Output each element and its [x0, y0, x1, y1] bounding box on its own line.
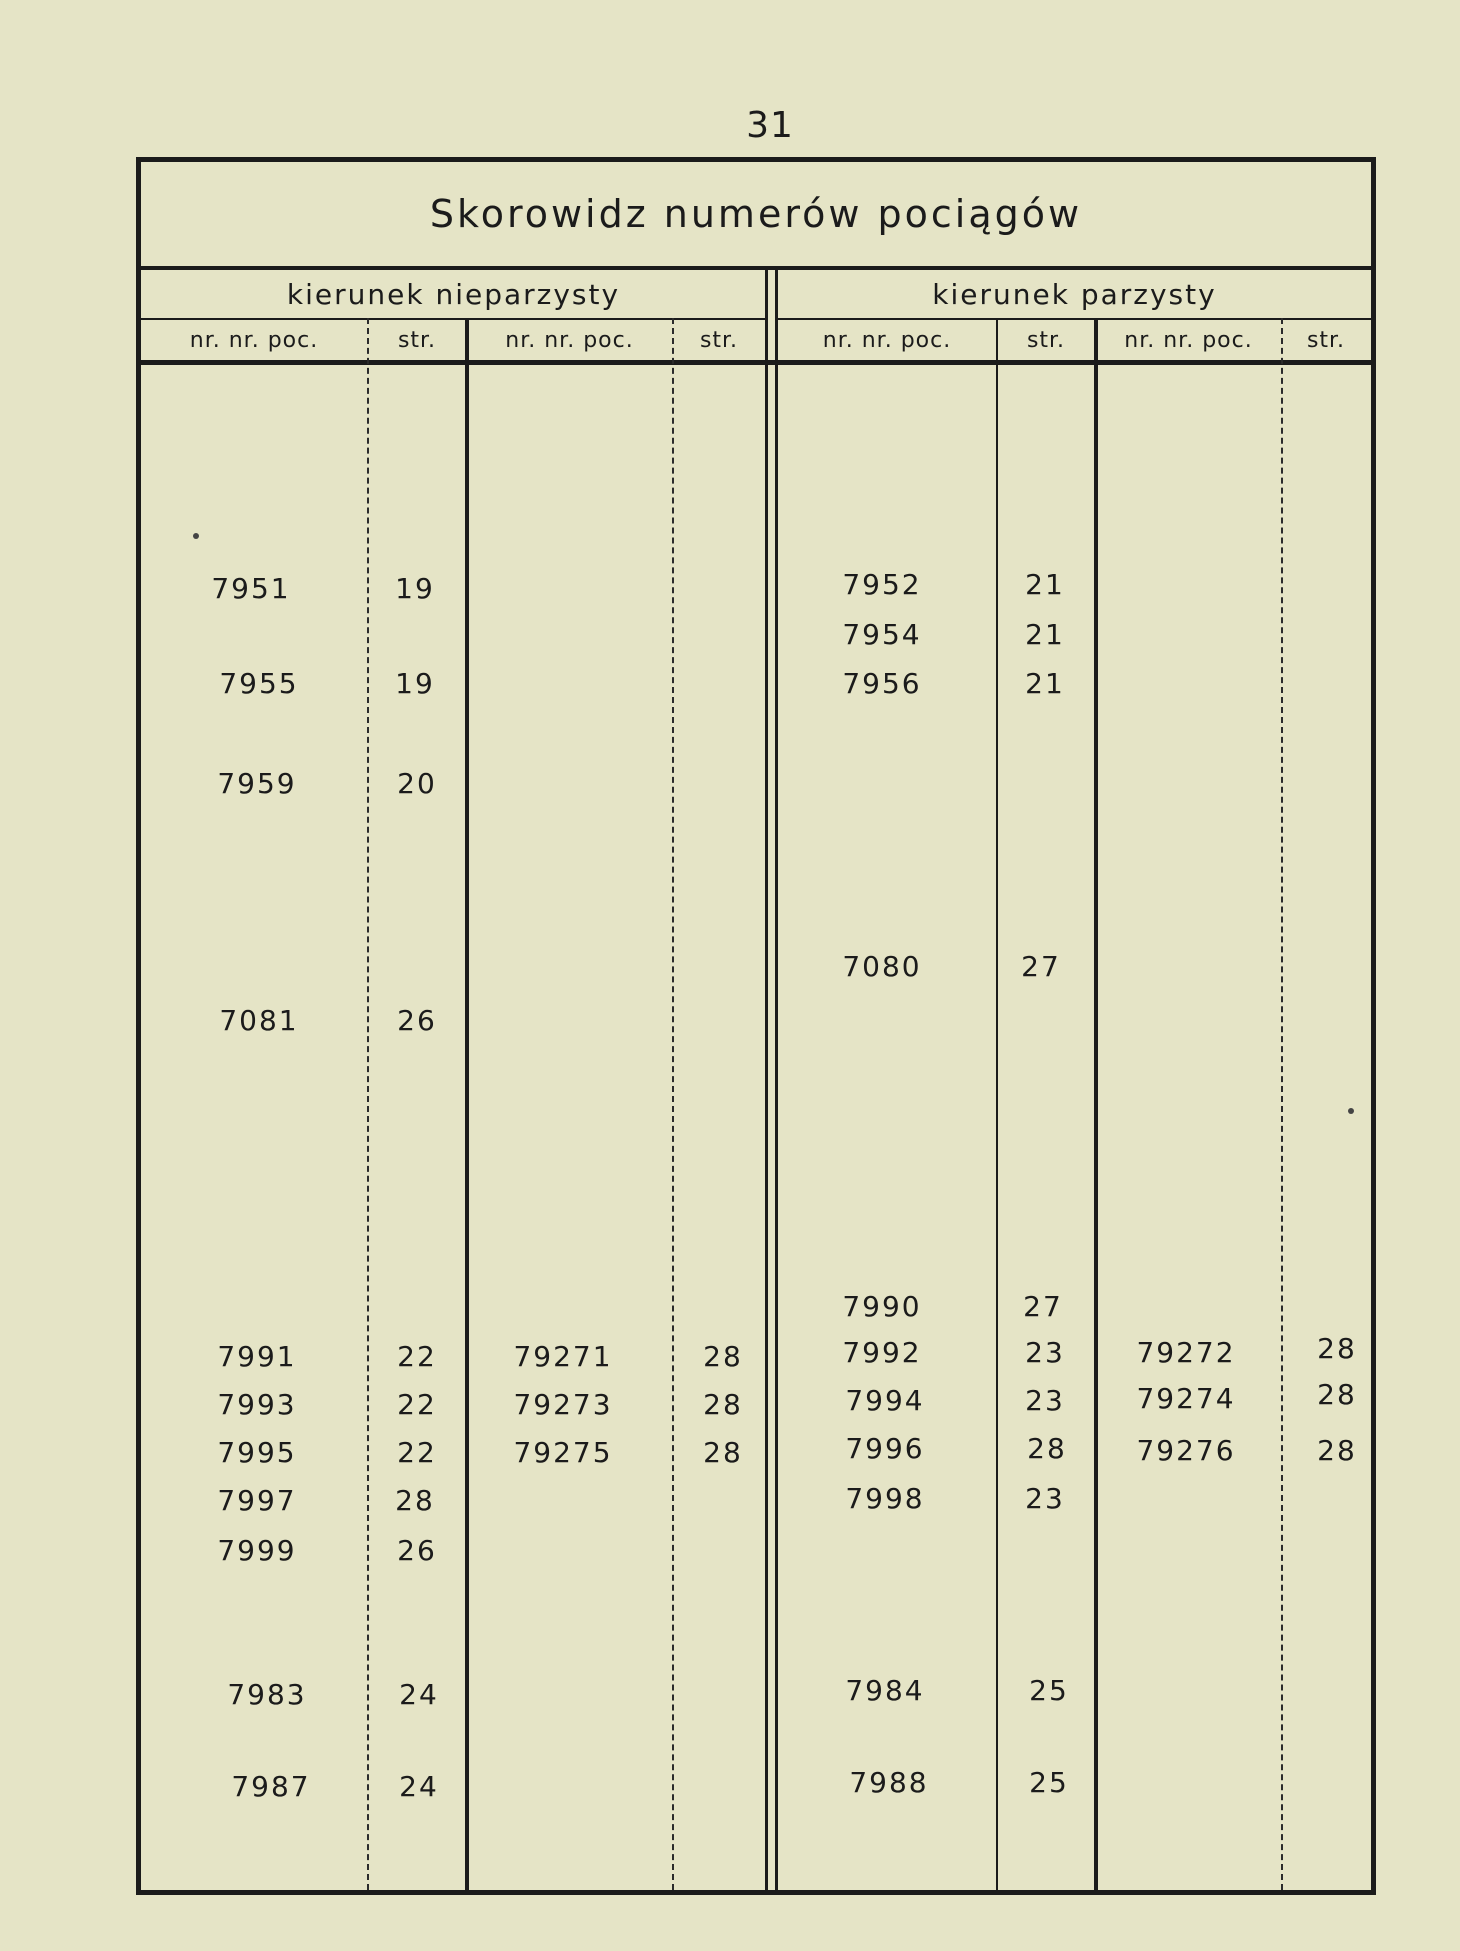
page-ref: 24 — [399, 1678, 439, 1711]
train-number: 7999 — [217, 1534, 297, 1567]
table-title: Skorowidz numerów pociągów — [141, 162, 1371, 270]
page-ref: 24 — [399, 1770, 439, 1803]
train-number: 7994 — [845, 1384, 925, 1417]
direction-odd-header: kierunek nieparzysty — [141, 270, 766, 320]
train-number: 79271 — [513, 1340, 613, 1373]
page-ref: 19 — [395, 572, 435, 605]
ink-speck — [1348, 1108, 1354, 1114]
column-divider — [465, 318, 469, 1890]
train-number: 79272 — [1136, 1336, 1236, 1369]
page-ref: 28 — [1317, 1378, 1357, 1411]
train-number: 79275 — [513, 1436, 613, 1469]
page-ref: 28 — [1027, 1432, 1067, 1465]
train-number: 7983 — [227, 1678, 307, 1711]
train-number: 7998 — [845, 1482, 925, 1515]
page-ref: 28 — [703, 1436, 743, 1469]
train-number: 7081 — [219, 1004, 299, 1037]
train-number: 7954 — [842, 618, 922, 651]
page-ref: 28 — [703, 1340, 743, 1373]
train-number: 79273 — [513, 1388, 613, 1421]
train-index-table — [136, 157, 1376, 1895]
col-header-train-odd-1: nr. nr. poc. — [189, 327, 319, 353]
train-number: 7952 — [842, 568, 922, 601]
train-number: 7995 — [217, 1436, 297, 1469]
train-number: 7951 — [211, 572, 291, 605]
page-ref: 21 — [1025, 618, 1065, 651]
train-number: 7992 — [842, 1336, 922, 1369]
page-ref: 27 — [1023, 1290, 1063, 1323]
train-number: 7993 — [217, 1388, 297, 1421]
page-ref: 20 — [397, 767, 437, 800]
train-number: 79276 — [1136, 1434, 1236, 1467]
train-number: 7987 — [231, 1770, 311, 1803]
train-number: 7984 — [845, 1674, 925, 1707]
col-header-train-even-2: nr. nr. poc. — [1124, 327, 1253, 353]
train-number: 7956 — [842, 667, 922, 700]
col-header-train-odd-2: nr. nr. poc. — [505, 327, 634, 353]
page-ref: 28 — [703, 1388, 743, 1421]
page-ref: 23 — [1025, 1482, 1065, 1515]
page-ref: 25 — [1029, 1674, 1069, 1707]
page-ref: 21 — [1025, 667, 1065, 700]
ink-speck — [193, 533, 199, 539]
page-ref: 22 — [397, 1436, 437, 1469]
page-ref: 21 — [1025, 568, 1065, 601]
train-number: 7988 — [849, 1766, 929, 1799]
column-divider — [367, 318, 369, 1890]
page-ref: 23 — [1025, 1384, 1065, 1417]
direction-divider — [765, 266, 778, 1890]
col-header-page-even-1: str. — [1026, 327, 1066, 353]
col-header-page-even-2: str. — [1306, 327, 1346, 353]
column-divider — [1094, 318, 1098, 1890]
train-number: 7959 — [217, 767, 297, 800]
page-ref: 23 — [1025, 1336, 1065, 1369]
page-ref: 28 — [1317, 1434, 1357, 1467]
page-ref: 26 — [397, 1004, 437, 1037]
train-number: 79274 — [1136, 1382, 1236, 1415]
train-number: 7080 — [842, 950, 922, 983]
train-number: 7996 — [845, 1432, 925, 1465]
train-number: 7991 — [217, 1340, 297, 1373]
page-ref: 22 — [397, 1388, 437, 1421]
train-number: 7955 — [219, 667, 299, 700]
page-ref: 22 — [397, 1340, 437, 1373]
page-number: 31 — [746, 105, 794, 146]
column-divider — [672, 318, 674, 1890]
col-header-page-odd-2: str. — [699, 327, 739, 353]
col-header-train-even-1: nr. nr. poc. — [822, 327, 952, 353]
page-ref: 28 — [1317, 1332, 1357, 1365]
page-ref: 28 — [395, 1484, 435, 1517]
train-number: 7990 — [842, 1290, 922, 1323]
page-ref: 25 — [1029, 1766, 1069, 1799]
direction-even-header: kierunek parzysty — [778, 270, 1371, 320]
page-ref: 27 — [1021, 950, 1061, 983]
page-ref: 19 — [395, 667, 435, 700]
column-divider — [996, 318, 998, 1890]
train-number: 7997 — [217, 1484, 297, 1517]
col-header-page-odd-1: str. — [397, 327, 437, 353]
column-divider — [1281, 318, 1283, 1890]
page-ref: 26 — [397, 1534, 437, 1567]
header-divider — [141, 360, 1371, 365]
